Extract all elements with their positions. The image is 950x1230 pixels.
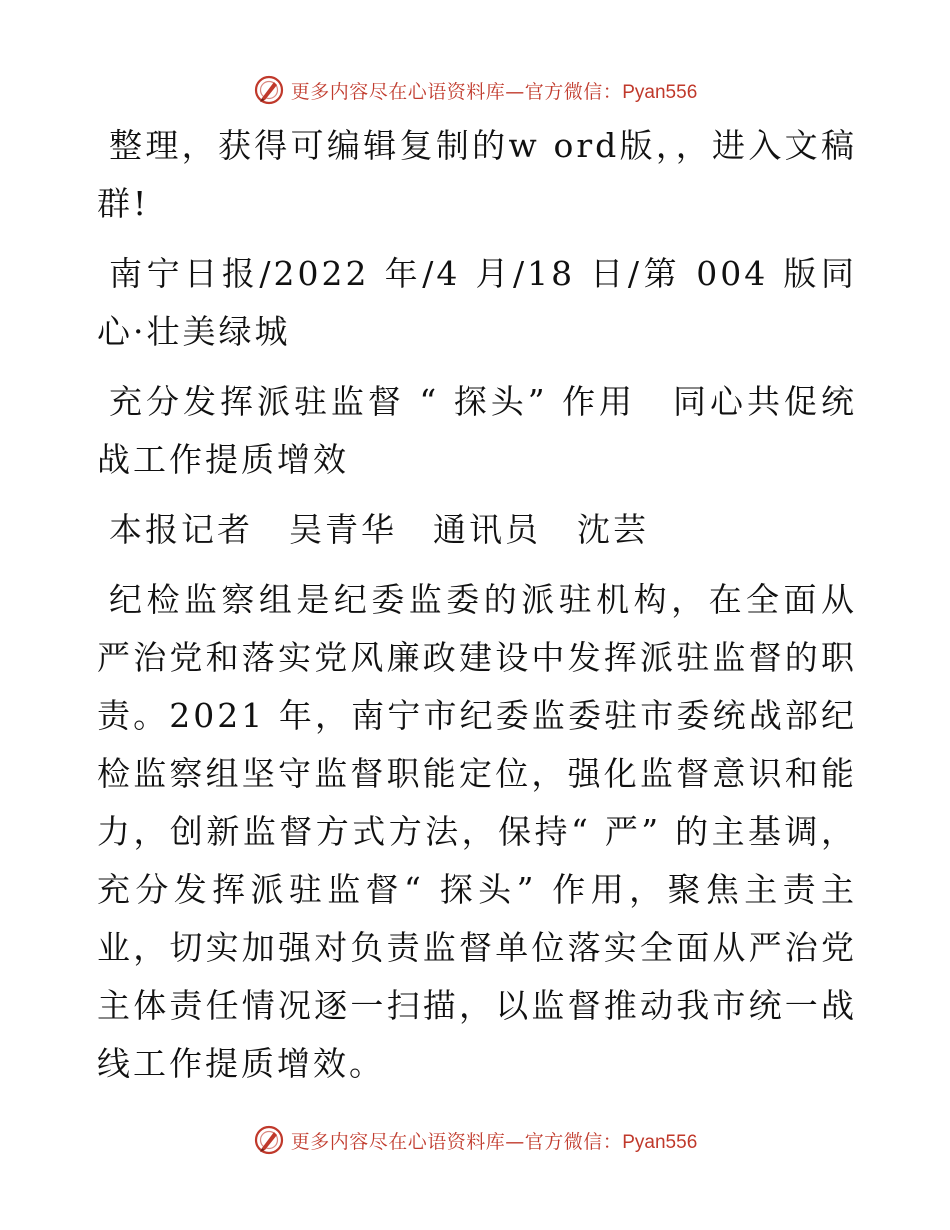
watermark-wechat-label: 官方微信： [524,1130,623,1153]
intro-paragraph: 整理，获得可编辑复制的w ord版，，进入文稿群! [97,126,857,223]
watermark-text: 更多内容尽在心语资料库 [290,80,506,103]
pen-logo-icon [253,74,285,106]
byline: 本报记者 吴青华 通讯员 沈芸 [109,510,649,549]
watermark-wechat-label: 官方微信： [524,80,623,103]
watermark-separator: — [505,1130,525,1153]
watermark-wechat-id: Pyan556 [622,81,698,103]
footer-watermark [0,1122,950,1158]
watermark-separator: — [505,80,525,103]
article-title: 充分发挥派驻监督 “ 探头” 作用 同心共促统战工作提质增效 [97,382,857,479]
header-watermark [0,72,950,108]
watermark-wechat-id: Pyan556 [622,1131,698,1153]
watermark-text: 更多内容尽在心语资料库 [290,1130,506,1153]
source-line: 南宁日报/2022 年/4 月/18 日/第 004 版同心·壮美绿城 [97,254,857,351]
body-paragraph: 纪检监察组是纪委监委的派驻机构，在全面从严治党和落实党风廉政建设中发挥派驻监督的职责。2021 年，南宁市纪委监委驻市委统战部纪检监察组坚守监督职能定位，强化监督意识和能力，创新监督方式方法，保持“ 严” 的主基调，充分发挥派驻监督“ 探头” 作用，聚焦主责主业，切实加强对负责监督单位落实全面从严治党主体责任情况逐一扫描，以监督推动我市统一战线工作提质增效。 [97,580,857,1083]
pen-logo-icon [253,1124,285,1156]
document-body [97,117,857,1105]
